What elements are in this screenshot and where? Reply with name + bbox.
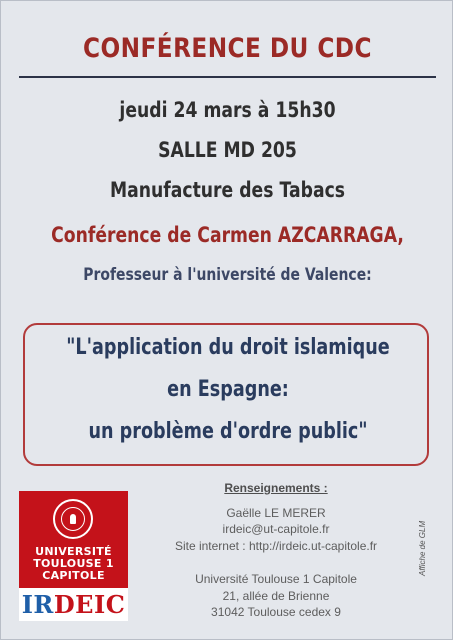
talk-title-box bbox=[23, 323, 429, 466]
page-title: CONFÉRENCE DU CDC bbox=[83, 33, 372, 64]
talk-title-line-3: un problème d'ordre public" bbox=[88, 419, 368, 444]
irdeic-logo-part2: DEIC bbox=[53, 590, 126, 619]
seal-icon bbox=[53, 499, 93, 539]
contact-email[interactable]: irdeic@ut-capitole.fr bbox=[222, 522, 330, 536]
speaker-line: Conférence de Carmen AZCARRAGA, bbox=[51, 223, 404, 247]
logo-line-2: TOULOUSE 1 bbox=[33, 557, 114, 570]
event-room: SALLE MD 205 bbox=[158, 138, 297, 162]
university-logo bbox=[19, 491, 128, 621]
event-date-time: jeudi 24 mars à 15h30 bbox=[119, 98, 336, 122]
irdeic-logo-part1: IR bbox=[21, 590, 54, 619]
contact-heading: Renseignements : bbox=[224, 481, 328, 495]
poster-credit: Affiche de GLM bbox=[418, 520, 427, 576]
irdeic-logo bbox=[19, 588, 128, 621]
logo-line-3: CAPITOLE bbox=[42, 569, 105, 582]
address-line-3: 31042 Toulouse cedex 9 bbox=[211, 605, 341, 619]
speaker-title: Professeur à l'université de Valence: bbox=[83, 265, 372, 285]
address-line-1: Université Toulouse 1 Capitole bbox=[195, 572, 357, 586]
event-venue: Manufacture des Tabacs bbox=[109, 178, 346, 202]
address-line-2: 21, allée de Brienne bbox=[222, 589, 330, 603]
talk-title-line-2: en Espagne: bbox=[167, 377, 289, 402]
title-divider bbox=[19, 76, 436, 78]
logo-line-1: UNIVERSITÉ bbox=[35, 545, 112, 558]
talk-title-line-1: "L'application du droit islamique bbox=[66, 335, 390, 360]
contact-website[interactable]: Site internet : http://irdeic.ut-capitole.fr bbox=[174, 539, 378, 553]
contact-name: Gaëlle LE MERER bbox=[226, 506, 326, 520]
